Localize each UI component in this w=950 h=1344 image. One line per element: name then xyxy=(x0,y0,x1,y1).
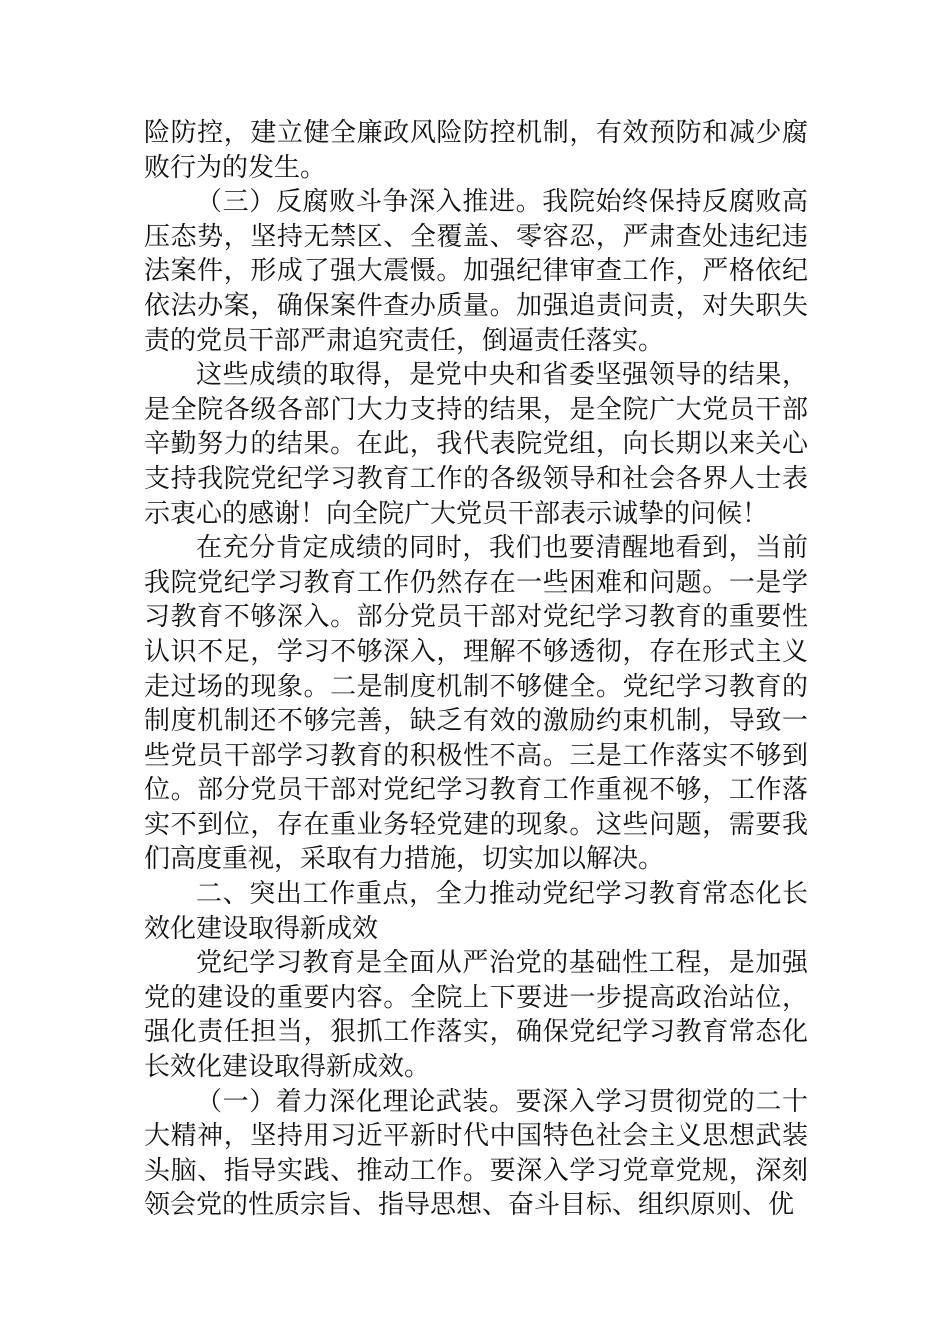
document-body xyxy=(144,116,808,1223)
paragraph-theory-armament: （一）着力深化理论武装。要深入学习贯彻党的二十大精神，坚持用习近平新时代中国特色社会主义思想武装头脑、指导实践、推动工作。要深入学习党章党规，深刻领会党的性质宗旨、指导思想、奋斗目标、组织原则、优 xyxy=(144,1086,808,1221)
paragraph-section-intro: 党纪学习教育是全面从严治党的基础性工程，是加强党的建设的重要内容。全院上下要进一步提高政治站位，强化责任担当，狠抓工作落实，确保党纪学习教育常态化长效化建设取得新成效。 xyxy=(144,948,808,1083)
paragraph-problems: 在充分肯定成绩的同时，我们也要清醒地看到，当前我院党纪学习教育工作仍然存在一些困难和问题。一是学习教育不够深入。部分党员干部对党纪学习教育的重要性认识不足，学习不够深入，理解不够透彻，存在形式主义走过场的现象。二是制度机制不够健全。党纪学习教育的制度机制还不够完善，缺乏有效的激励约束机制，导致一些党员干部学习教育的积极性不高。三是工作落实不够到位。部分党员干部对党纪学习教育工作重视不够，工作落实不到位，存在重业务轻党建的现象。这些问题，需要我们高度重视，采取有力措施，切实加以解决。 xyxy=(144,533,808,875)
paragraph-continuation: 险防控，建立健全廉政风险防控机制，有效预防和减少腐败行为的发生。 xyxy=(144,118,808,183)
section-heading-two: 二、突出工作重点，全力推动党纪学习教育常态化长效化建设取得新成效 xyxy=(144,879,808,944)
paragraph-achievements-thanks: 这些成绩的取得，是党中央和省委坚强领导的结果，是全院各级各部门大力支持的结果，是全院广大党员干部辛勤努力的结果。在此，我代表院党组，向长期以来关心支持我院党纪学习教育工作的各级领导和社会各界人士表示衷心的感谢！向全院广大党员干部表示诚挚的问候！ xyxy=(144,360,808,529)
paragraph-anti-corruption: （三）反腐败斗争深入推进。我院始终保持反腐败高压态势，坚持无禁区、全覆盖、零容忍，严肃查处违纪违法案件，形成了强大震慑。加强纪律审查工作，严格依纪依法办案，确保案件查办质量。加强追责问责，对失职失责的党员干部严肃追究责任，倒逼责任落实。 xyxy=(144,187,808,356)
